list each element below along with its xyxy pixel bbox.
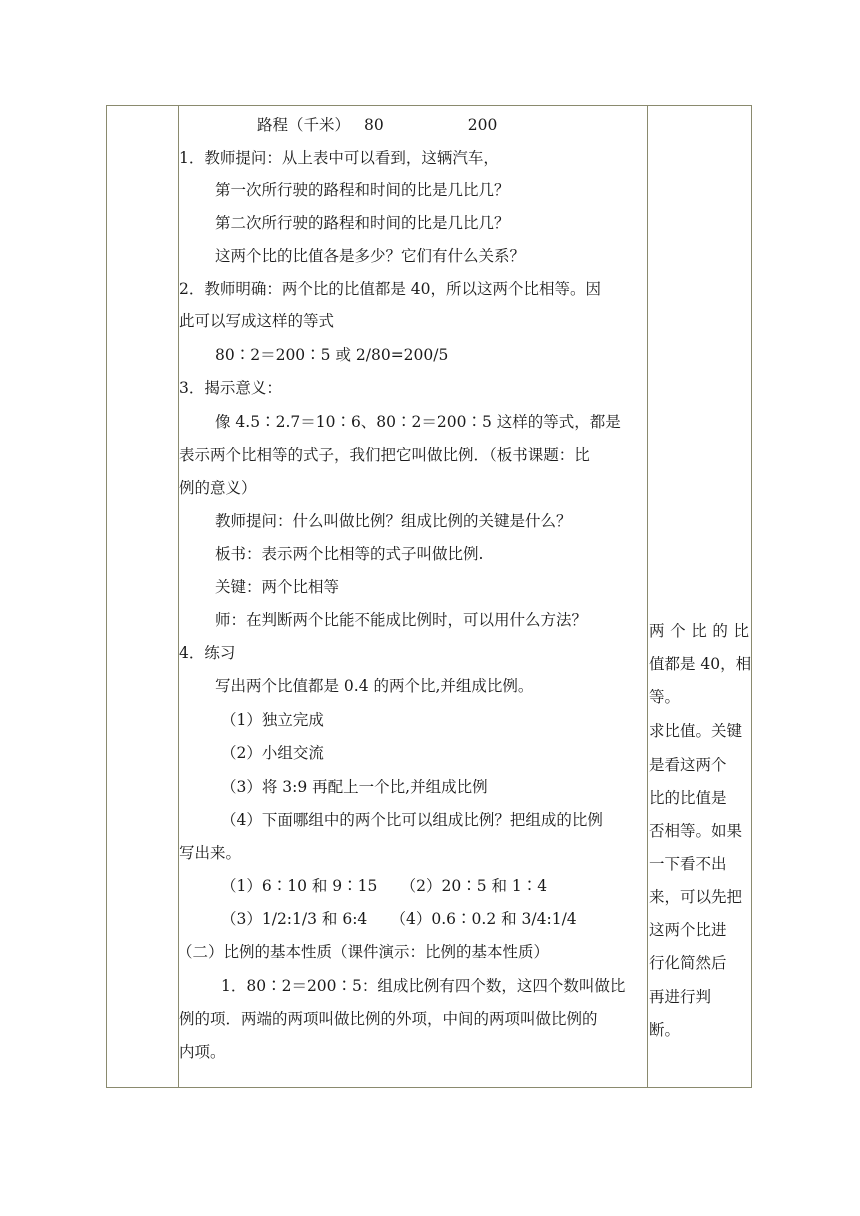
side-note-line: 一下看不出 <box>649 855 727 873</box>
side-note-line: 来，可以先把 <box>649 888 743 906</box>
equation-line: 80∶2＝200∶5 或 2/80=200/5 <box>215 346 449 364</box>
text-line: 第一次所行驶的路程和时间的比是几比几？ <box>215 181 510 199</box>
side-note-line: 求比值。关键 <box>649 722 743 740</box>
text-line: 师：在判断两个比能不能成比例时，可以用什么方法？ <box>215 611 588 629</box>
text-line: 像 4.5∶2.7＝10∶6、80∶2＝200∶5 这样的等式，都是 <box>215 413 621 431</box>
text-line: 表示两个比相等的式子，我们把它叫做比例．（板书课题：比 <box>179 446 590 464</box>
text-line: 这两个比的比值各是多少？它们有什么关系？ <box>215 247 526 265</box>
side-note-line: 是看这两个 <box>649 756 727 774</box>
exercise-line: （1）6∶10 和 9∶15 （2）20∶5 和 1∶4 <box>221 877 548 895</box>
main-content-cell <box>179 106 648 1088</box>
text-line: 1．80∶2＝200∶5：组成比例有四个数，这四个数叫做比 <box>221 977 626 995</box>
side-note-line: 行化简然后 <box>649 954 727 972</box>
side-note-line: 两 个 比 的 比 <box>649 622 749 640</box>
distance-value-1: 80 <box>364 116 384 134</box>
exercise-line: （3）1/2:1/3 和 6:4 （4）0.6∶0.2 和 3/4:1/4 <box>221 910 577 928</box>
side-note-line: 断。 <box>649 1021 681 1039</box>
text-line: （1）独立完成 <box>221 711 324 729</box>
text-line: 此可以写成这样的等式 <box>179 312 335 330</box>
text-line: 例的意义） <box>179 479 257 497</box>
side-note-cell <box>648 106 752 1088</box>
text-line: 4．练习 <box>179 644 236 662</box>
text-line: 写出两个比值都是 0.4 的两个比,并组成比例。 <box>215 677 534 695</box>
text-line: 内项。 <box>179 1043 226 1061</box>
left-column-cell <box>107 106 179 1088</box>
text-line: 教师提问：什么叫做比例？组成比例的关键是什么？ <box>215 512 572 530</box>
text-line: （2）小组交流 <box>221 744 324 762</box>
table-header-row <box>257 115 497 135</box>
text-line: 3．揭示意义： <box>179 379 282 397</box>
side-note-line: 比的比值是 <box>649 789 727 807</box>
side-note-line: 再进行判 <box>649 988 712 1006</box>
text-line: 写出来。 <box>179 844 242 862</box>
side-note-line: 否相等。如果 <box>649 822 743 840</box>
side-note-line: 等。 <box>649 688 681 706</box>
text-line: （3）将 3:9 再配上一个比,并组成比例 <box>221 778 488 796</box>
distance-label: 路程（千米） <box>257 116 351 134</box>
text-line: 2．教师明确：两个比的比值都是 40，所以这两个比相等。因 <box>179 280 602 298</box>
text-line: 第二次所行驶的路程和时间的比是几比几？ <box>215 214 510 232</box>
distance-value-2: 200 <box>467 116 498 134</box>
text-line: 板书：表示两个比相等的式子叫做比例. <box>215 545 484 563</box>
section-heading: （二）比例的基本性质（课件演示：比例的基本性质） <box>177 943 550 961</box>
text-line: 关键：两个比相等 <box>215 578 340 596</box>
text-line: （4）下面哪组中的两个比可以组成比例？把组成的比例 <box>221 811 603 829</box>
side-note-line: 这两个比进 <box>649 921 727 939</box>
side-note-line: 值都是 40，相 <box>649 655 752 673</box>
lesson-plan-table <box>106 105 752 1088</box>
text-line: 例的项．两端的两项叫做比例的外项，中间的两项叫做比例的 <box>179 1010 598 1028</box>
text-line: 1．教师提问：从上表中可以看到，这辆汽车， <box>179 149 499 167</box>
